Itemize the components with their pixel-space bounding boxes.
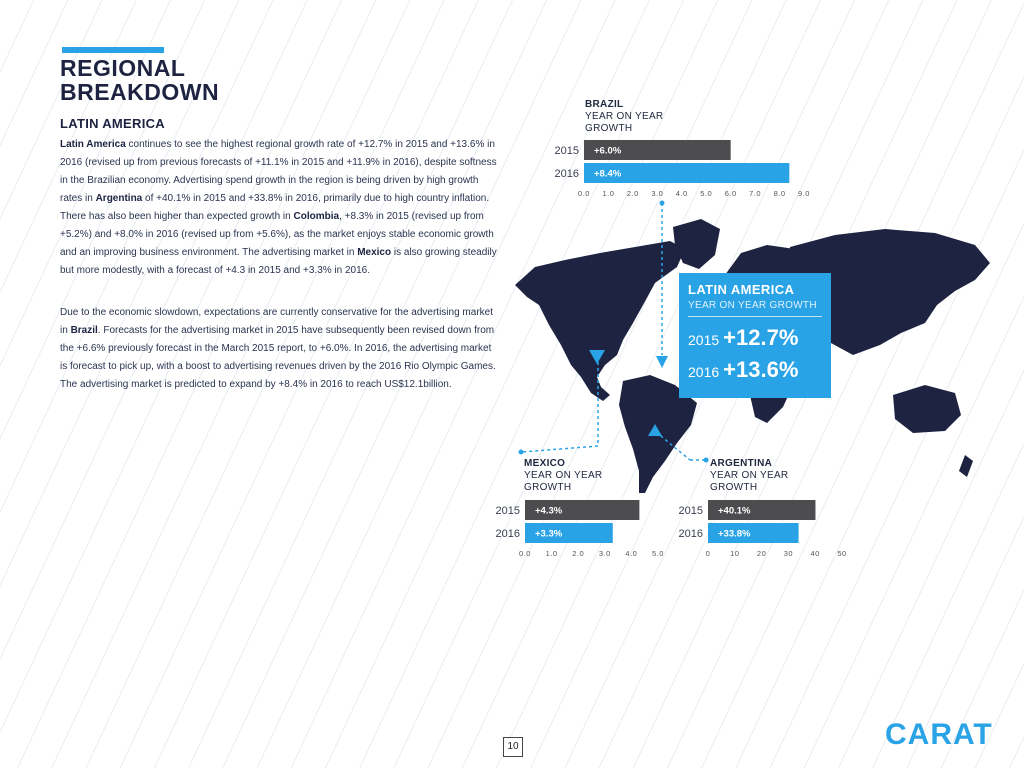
mexico-connector-dot <box>519 450 524 455</box>
callout-subtitle: YEAR ON YEAR GROWTH <box>688 300 817 311</box>
argentina-chart-subtitle-2: GROWTH <box>710 482 758 493</box>
axis-tick-label: 40 <box>810 549 820 558</box>
bold-term: Argentina <box>95 193 143 204</box>
axis-tick-label: 5.0 <box>700 189 713 198</box>
axis-tick-label: 2.0 <box>626 189 639 198</box>
argentina-connector-dot <box>704 458 709 463</box>
axis-tick-label: 8.0 <box>773 189 786 198</box>
bar-category-label: 2015 <box>678 505 703 517</box>
bar-value-label: +6.0% <box>594 145 622 157</box>
callout-year: 2016 <box>688 364 720 380</box>
argentina-chart <box>664 500 854 562</box>
carat-logo: CARAT <box>885 718 993 751</box>
bar-category-label: 2016 <box>554 168 579 180</box>
axis-tick-label: 50 <box>837 549 847 558</box>
callout-row-2015 <box>688 325 798 351</box>
argentina-marker <box>648 424 662 436</box>
bold-term: Latin America <box>60 139 126 150</box>
bar-category-label: 2016 <box>495 528 520 540</box>
axis-tick-label: 4.0 <box>675 189 688 198</box>
bar-category-label: 2016 <box>678 528 703 540</box>
mexico-chart-subtitle-1: YEAR ON YEAR <box>524 470 603 481</box>
bar-value-label: +4.3% <box>535 505 563 517</box>
callout-row-2016 <box>688 357 798 383</box>
axis-tick-label: 0.0 <box>519 549 531 558</box>
callout-title: LATIN AMERICA <box>688 282 795 297</box>
argentina-chart-header <box>710 458 788 494</box>
brazil-chart-subtitle-2: GROWTH <box>585 123 633 134</box>
bar-value-label: +8.4% <box>594 168 622 180</box>
axis-tick-label: 10 <box>730 549 740 558</box>
page-title-line1: REGIONAL <box>60 55 186 81</box>
axis-tick-label: 9.0 <box>798 189 810 198</box>
bar-category-label: 2015 <box>495 505 520 517</box>
bold-term: Brazil <box>70 325 98 336</box>
mexico-chart-header <box>524 458 602 494</box>
mexico-chart-subtitle-2: GROWTH <box>524 482 572 493</box>
axis-tick-label: 30 <box>783 549 794 558</box>
brazil-chart-subtitle-1: YEAR ON YEAR <box>585 111 664 122</box>
text-run: continues to see the highest regional growth rate of +12.7% in 2015 and +13.6% in 2016 (revised up from previous forecasts of +11.1% in 2015 and +11.9% in 2016), despite softness in the Brazilian economy. Advertising spend growth in the region is being driven by high growth rates in <box>60 139 497 204</box>
section-subheading: LATIN AMERICA <box>60 116 165 131</box>
axis-tick-label: 1.0 <box>602 189 615 198</box>
argentina-chart-title: ARGENTINA <box>710 458 773 469</box>
bar-value-label: +3.3% <box>535 528 563 540</box>
text-run: is also growing steadily but more modestly, with a forecast of +4.3 in 2015 and +3.3% in 2016. <box>60 247 497 276</box>
callout-value: +12.7% <box>723 325 799 350</box>
bar-value-label: +40.1% <box>718 505 751 517</box>
axis-tick-label: 5.0 <box>652 549 664 558</box>
bold-term: Colombia <box>293 211 340 222</box>
text-run: . Forecasts for the advertising market in 2015 have subsequently been revised down from the +6.6% previously forecast in the March 2015 report, to +6.0%. In 2016, the advertising market is forecast to pick up, with a boost to advertising revenues driven by the 2016 Rio Olympic Games. The advertising market is predicted to expand by +8.4% in 2016 to reach US$12.1billion. <box>60 325 496 390</box>
axis-tick-label: 1.0 <box>545 549 558 558</box>
mexico-marker <box>589 350 605 364</box>
callout-year: 2015 <box>688 332 720 348</box>
axis-tick-label: 3.0 <box>651 189 664 198</box>
bar-value-label: +33.8% <box>718 528 751 540</box>
brazil-chart <box>540 140 810 202</box>
callout-divider <box>688 316 822 317</box>
bold-term: Mexico <box>357 247 392 258</box>
brazil-chart-header <box>585 99 663 135</box>
bar-category-label: 2015 <box>554 145 579 157</box>
text-run: , +8.3% in 2015 (revised up from +5.2%) and +8.0% in 2016 (revised up from +5.6%), as the market enjoys stable economic growth and an improving business environment. The advertising market in <box>60 211 494 258</box>
argentina-connector <box>656 432 690 460</box>
page-number: 10 <box>503 737 523 757</box>
latin-america-callout <box>679 273 831 398</box>
mexico-connector-h <box>522 446 598 452</box>
axis-tick-label: 6.0 <box>724 189 737 198</box>
callout-value: +13.6% <box>723 357 799 382</box>
axis-tick-label: 20 <box>756 549 767 558</box>
axis-tick-label: 0 <box>705 549 711 558</box>
mexico-chart-title: MEXICO <box>524 458 566 469</box>
axis-tick-label: 2.0 <box>572 549 585 558</box>
text-run: of +40.1% in 2015 and +33.8% in 2016, primarily due to high country inflation. There has also been higher than expected growth in <box>60 193 490 222</box>
brazil-chart-title: BRAZIL <box>585 99 624 110</box>
brazil-marker <box>656 356 668 368</box>
mexico-chart <box>478 500 668 562</box>
axis-tick-label: 0.0 <box>578 189 590 198</box>
text-run: Due to the economic slowdown, expectations are currently conservative for the advertising market in <box>60 307 493 336</box>
axis-tick-label: 4.0 <box>625 549 638 558</box>
page-title-line2: BREAKDOWN <box>60 79 220 105</box>
axis-tick-label: 7.0 <box>749 189 762 198</box>
argentina-chart-subtitle-1: YEAR ON YEAR <box>710 470 789 481</box>
axis-tick-label: 3.0 <box>598 549 611 558</box>
